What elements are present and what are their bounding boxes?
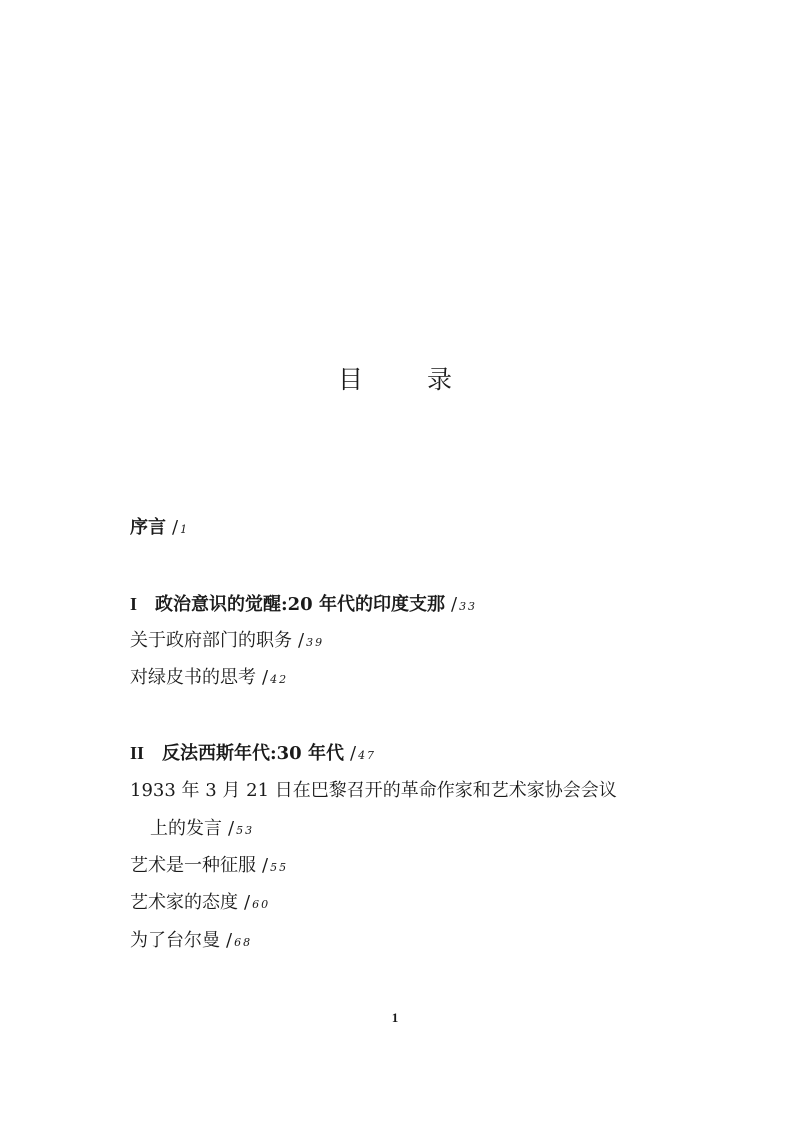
entry-page: 53: [236, 824, 255, 837]
separator: /: [228, 818, 235, 839]
toc-entry-preface: [130, 516, 189, 542]
entry-page: 1: [180, 523, 190, 536]
entry-title: 上的发言: [150, 818, 222, 839]
toc-entry-continuation: [150, 817, 254, 843]
entry-title: 为了台尔曼: [130, 930, 220, 951]
entry-title: 1933 年 3 月 21 日在巴黎召开的革命作家和艺术家协会会议: [130, 780, 617, 801]
toc-entry: [130, 891, 270, 917]
section-numeral: I: [130, 594, 138, 614]
entry-page: 68: [234, 936, 253, 949]
page-number: 1: [391, 1010, 399, 1025]
entry-page: 42: [270, 673, 289, 686]
entry-title: 序言: [130, 517, 166, 538]
entry-page: 60: [252, 898, 271, 911]
entry-title: 艺术是一种征服: [130, 855, 256, 876]
page-title: 目 录: [338, 365, 480, 394]
section-title: 政治意识的觉醒:20 年代的印度支那: [155, 594, 445, 615]
toc-entry: [130, 854, 288, 880]
toc-entry: [130, 666, 288, 692]
toc-section-1: [130, 592, 477, 619]
separator: /: [450, 594, 458, 615]
separator: /: [172, 517, 179, 538]
toc-section-2: [130, 741, 376, 768]
entry-page: 47: [358, 749, 377, 762]
entry-title: 关于政府部门的职务: [130, 630, 292, 651]
separator: /: [226, 930, 233, 951]
entry-page: 33: [459, 600, 478, 613]
section-title: 反法西斯年代:30 年代: [162, 743, 344, 764]
entry-title: 艺术家的态度: [130, 892, 238, 913]
separator: /: [262, 855, 269, 876]
toc-entry: [130, 629, 324, 655]
section-numeral: II: [130, 743, 145, 763]
entry-title: 对绿皮书的思考: [130, 667, 256, 688]
separator: /: [244, 892, 251, 913]
separator: /: [262, 667, 269, 688]
toc-entry: [130, 779, 617, 803]
separator: /: [349, 743, 357, 764]
entry-page: 55: [270, 861, 289, 874]
separator: /: [298, 630, 305, 651]
entry-page: 39: [306, 636, 325, 649]
toc-entry: [130, 929, 252, 955]
